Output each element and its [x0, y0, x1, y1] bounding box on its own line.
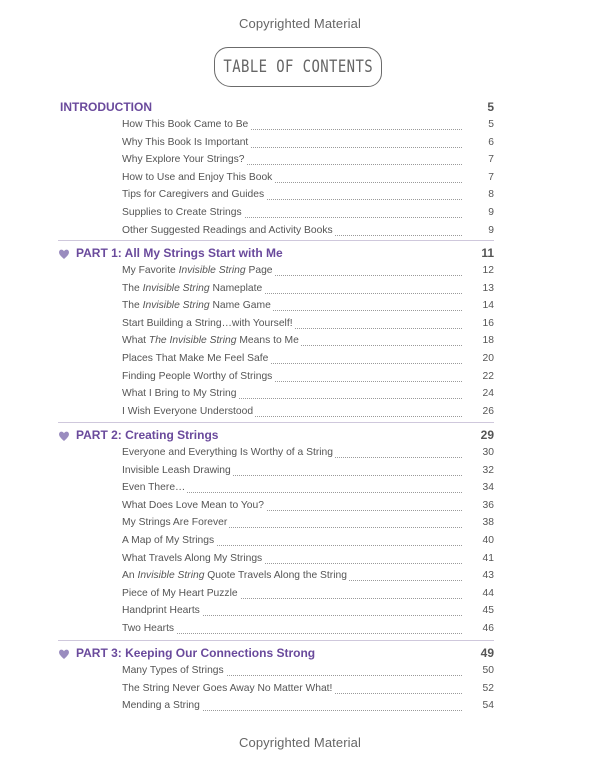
toc-entry-page: 7: [488, 154, 494, 166]
toc-entry[interactable]: [0, 515, 600, 533]
toc-entry-title: Two Hearts: [122, 623, 175, 634]
toc-entry[interactable]: [0, 386, 600, 404]
section-page-number: 29: [480, 428, 494, 442]
toc-entry-title: What The Invisible String Means to Me: [122, 335, 299, 347]
toc-entry[interactable]: [0, 152, 600, 170]
toc-entry[interactable]: [0, 170, 600, 188]
toc-entry-page: 43: [482, 570, 494, 582]
toc-entry-title: The Invisible String Name Game: [122, 300, 271, 312]
toc-entry-page: 16: [482, 317, 494, 329]
toc-entry-page: 34: [482, 482, 494, 494]
copyright-bottom: Copyrighted Material: [239, 735, 361, 750]
toc-entry-page: 46: [482, 623, 494, 634]
toc-entry[interactable]: [0, 698, 600, 716]
toc-entry[interactable]: [0, 369, 600, 387]
toc-entry-page: 24: [482, 388, 494, 400]
toc-entry-title: What Travels Along My Strings: [122, 552, 263, 564]
toc-entry[interactable]: [0, 568, 600, 586]
toc-entry-page: 52: [482, 682, 494, 694]
toc-entry-title: I Wish Everyone Understood: [122, 405, 254, 417]
toc-entry[interactable]: [0, 663, 600, 681]
toc-entry-title: The Invisible String Nameplate: [122, 282, 263, 294]
toc-entry[interactable]: [0, 263, 600, 281]
section-divider: [58, 240, 494, 241]
toc-entry[interactable]: [0, 187, 600, 205]
section-divider: [58, 422, 494, 423]
toc-entry-page: 12: [482, 265, 494, 276]
toc-entry-page: 6: [488, 136, 494, 148]
toc-entry-page: 45: [482, 605, 494, 617]
toc-entry-title: Even There…: [122, 482, 186, 494]
toc-entry-page: 5: [488, 119, 494, 130]
toc-entry-page: 41: [482, 552, 494, 564]
toc-entry[interactable]: [0, 205, 600, 223]
toc-entry-title: Why Explore Your Strings?: [122, 154, 245, 166]
toc-entry-title: Many Types of Strings: [122, 665, 224, 676]
toc-entry[interactable]: [0, 586, 600, 604]
toc-entry-page: 22: [482, 370, 494, 382]
toc-entry[interactable]: [0, 681, 600, 699]
toc-entry[interactable]: [0, 351, 600, 369]
toc-entry-page: 7: [488, 171, 494, 183]
toc-entry[interactable]: [0, 498, 600, 516]
section-header[interactable]: [0, 98, 600, 118]
toc-entry-title: Everyone and Everything Is Worthy of a String: [122, 447, 334, 458]
toc-entry[interactable]: [0, 551, 600, 569]
toc-entry[interactable]: [0, 445, 600, 463]
toc-entry-title: Handprint Hearts: [122, 605, 200, 617]
toc-entry[interactable]: [0, 135, 600, 153]
section-page-number: 11: [481, 246, 494, 260]
toc-entry-page: 26: [482, 405, 494, 417]
heart-icon: [58, 648, 70, 660]
toc-entry-page: 20: [482, 353, 494, 364]
toc-entry-title: Tips for Caregivers and Guides: [122, 189, 265, 201]
toc-entry[interactable]: [0, 603, 600, 621]
toc-entry-page: 38: [482, 517, 494, 529]
toc-entry-title: Why This Book Is Important: [122, 136, 249, 148]
toc-title: TABLE OF CONTENTS: [223, 57, 373, 77]
toc-entry-title: Other Suggested Readings and Activity Books: [122, 224, 333, 236]
toc-entry-title: Places That Make Me Feel Safe: [122, 353, 269, 364]
section-title: PART 1: All My Strings Start with Me: [76, 246, 283, 260]
section-page-number: 49: [480, 646, 494, 660]
toc-entry[interactable]: [0, 621, 600, 639]
section-title: PART 3: Keeping Our Connections Strong: [76, 646, 316, 660]
toc-entry-title: How This Book Came to Be: [122, 119, 249, 130]
toc-entry-title: My Favorite Invisible String Page: [122, 265, 273, 276]
toc-entry-page: 40: [482, 535, 494, 546]
toc-entry-title: An Invisible String Quote Travels Along the String: [122, 570, 347, 582]
toc-entry-title: Finding People Worthy of Strings: [122, 370, 273, 382]
toc-entry-title: Supplies to Create Strings: [122, 207, 242, 218]
toc-entry-page: 50: [482, 665, 494, 676]
section-header[interactable]: [0, 244, 600, 264]
toc-entry-page: 36: [482, 499, 494, 511]
copyright-top: Copyrighted Material: [239, 16, 361, 31]
toc-entry[interactable]: [0, 333, 600, 351]
toc-entry-page: 54: [482, 700, 494, 712]
section-header[interactable]: [0, 644, 600, 664]
toc-entry-page: 9: [488, 224, 494, 236]
toc-entry-page: 30: [482, 447, 494, 458]
heart-icon: [58, 430, 70, 442]
toc-entry-page: 32: [482, 464, 494, 476]
toc-entry-page: 9: [488, 207, 494, 218]
toc-entry[interactable]: [0, 117, 600, 135]
toc-entry-title: What I Bring to My String: [122, 388, 237, 400]
toc-entry-page: 14: [482, 300, 494, 312]
toc-entry[interactable]: [0, 223, 600, 241]
toc-entry[interactable]: [0, 533, 600, 551]
toc-entry[interactable]: [0, 404, 600, 422]
toc-entry-title: Piece of My Heart Puzzle: [122, 587, 238, 599]
toc-entry-title: A Map of My Strings: [122, 535, 215, 546]
section-header[interactable]: [0, 426, 600, 446]
toc-entry-title: Invisible Leash Drawing: [122, 464, 231, 476]
toc-entry[interactable]: [0, 281, 600, 299]
toc-entry-page: 13: [482, 282, 494, 294]
toc-entry-title: What Does Love Mean to You?: [122, 499, 264, 511]
heart-icon: [58, 248, 70, 260]
toc-entry[interactable]: [0, 316, 600, 334]
toc-entry-page: 8: [488, 189, 494, 201]
section-title: INTRODUCTION: [60, 100, 152, 114]
toc-entry[interactable]: [0, 298, 600, 316]
toc-entry-title: Mending a String: [122, 700, 200, 712]
toc-entry-title: How to Use and Enjoy This Book: [122, 171, 273, 183]
toc-title-box: [214, 47, 382, 87]
toc-entry-title: My Strings Are Forever: [122, 517, 228, 529]
section-divider: [58, 640, 494, 641]
toc-entry-page: 44: [482, 587, 494, 599]
toc-entry-title: The String Never Goes Away No Matter What!: [122, 682, 333, 694]
toc-entry-title: Start Building a String…with Yourself!: [122, 317, 293, 329]
toc-entry[interactable]: [0, 463, 600, 481]
toc-entry-page: 18: [482, 335, 494, 347]
section-title: PART 2: Creating Strings: [76, 428, 219, 442]
section-page-number: 5: [487, 100, 494, 114]
toc-entry[interactable]: [0, 480, 600, 498]
